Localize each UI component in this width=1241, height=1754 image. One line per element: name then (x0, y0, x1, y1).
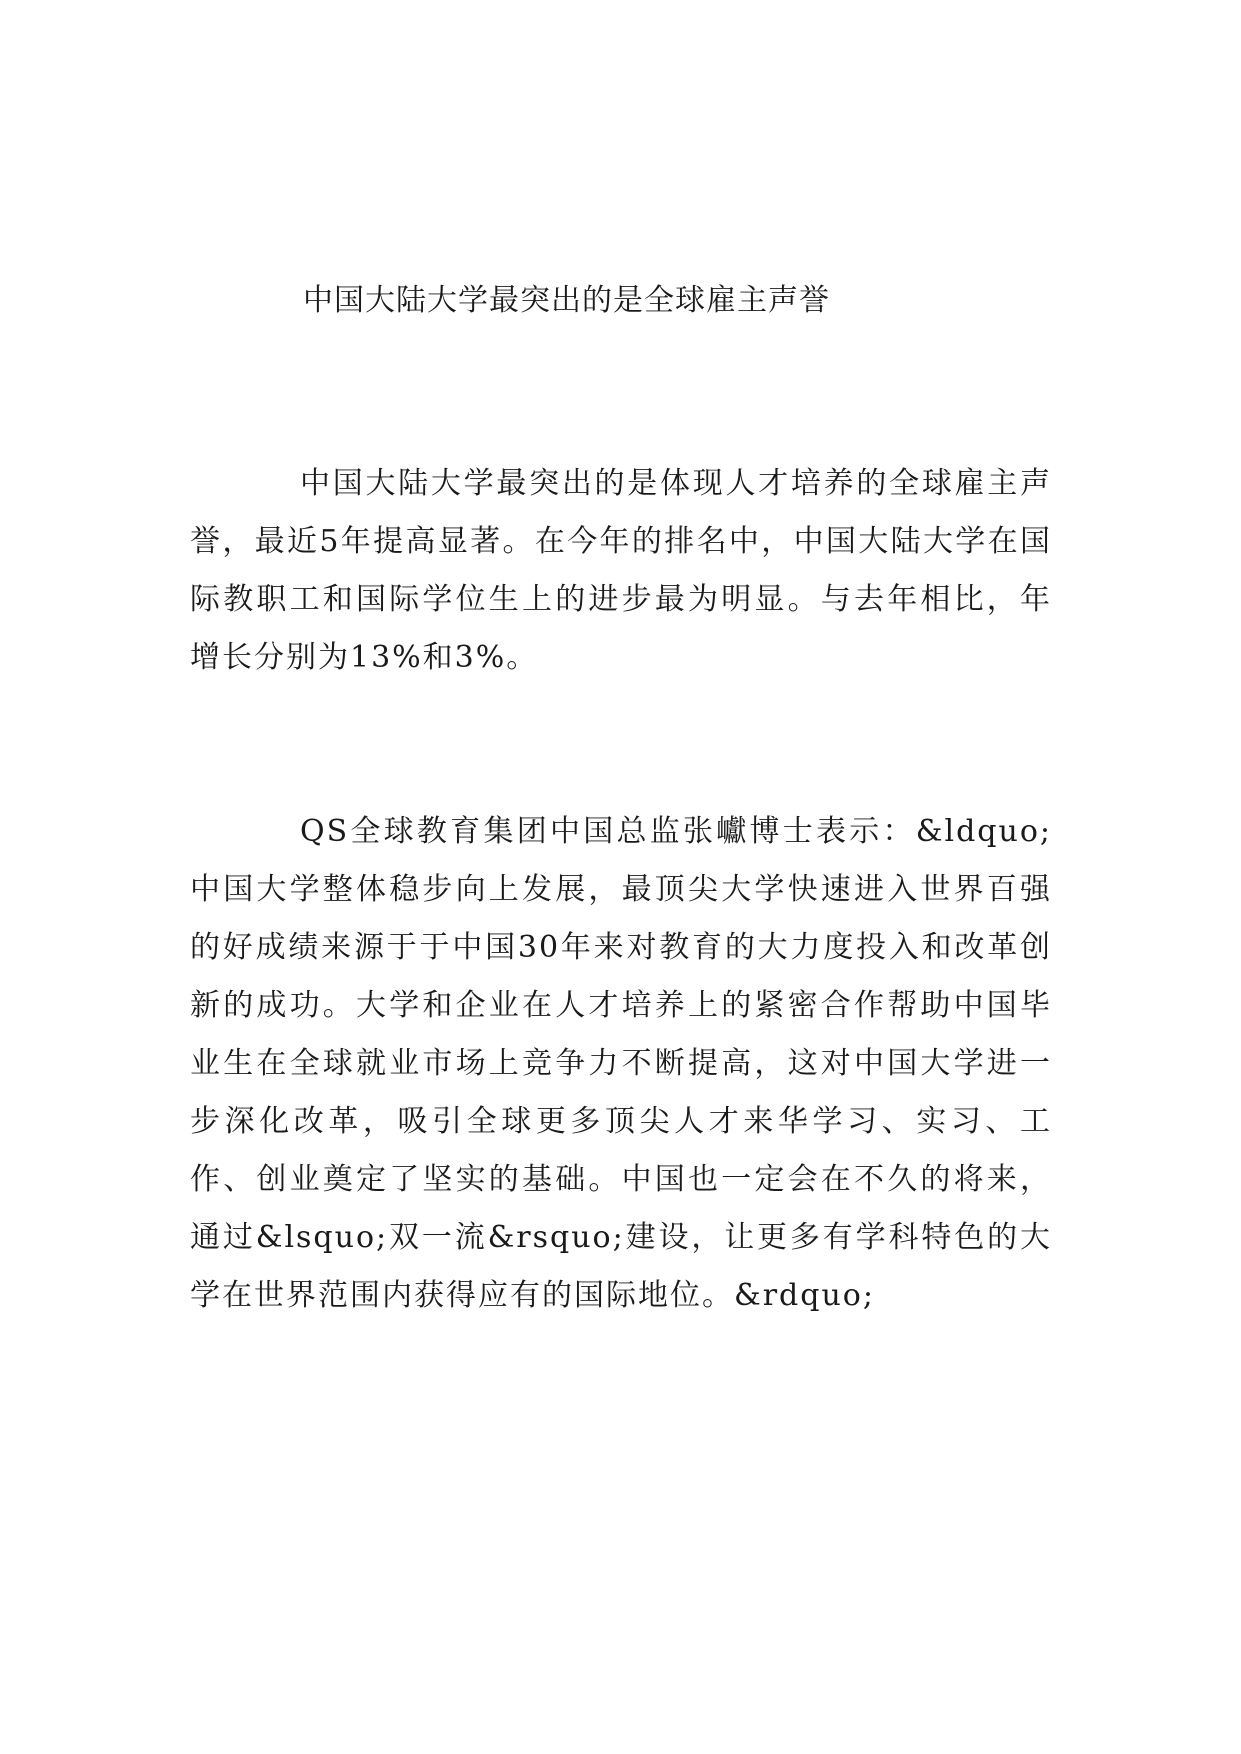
paragraph-director-quote: QS全球教育集团中国总监张巘博士表示：&ldquo;中国大学整体稳步向上发展，最顶尖大学快速进入世界百强的好成绩来源于于中国30年来对教育的大力度投入和改革创新的成功。大学和企业在人才培养上的紧密合作帮助中国毕业生在全球就业市场上竞争力不断提高，这对中国大学进一步深化改革，吸引全球更多顶尖人才来华学习、实习、工作、创业奠定了坚实的基础。中国也一定会在不久的将来，通过&lsquo;双一流&rsquo;建设，让更多有学科特色的大学在世界范围内获得应有的国际地位。&rdquo; (190, 814, 1052, 1313)
article-title: 中国大陆大学最突出的是全球雇主声誉 (303, 283, 830, 318)
paragraph-employer-reputation: 中国大陆大学最突出的是体现人才培养的全球雇主声誉，最近5年提高显著。在今年的排名中，中国大陆大学在国际教职工和国际学位生上的进步最为明显。与去年相比，年增长分别为13%和3%。 (190, 466, 1052, 675)
